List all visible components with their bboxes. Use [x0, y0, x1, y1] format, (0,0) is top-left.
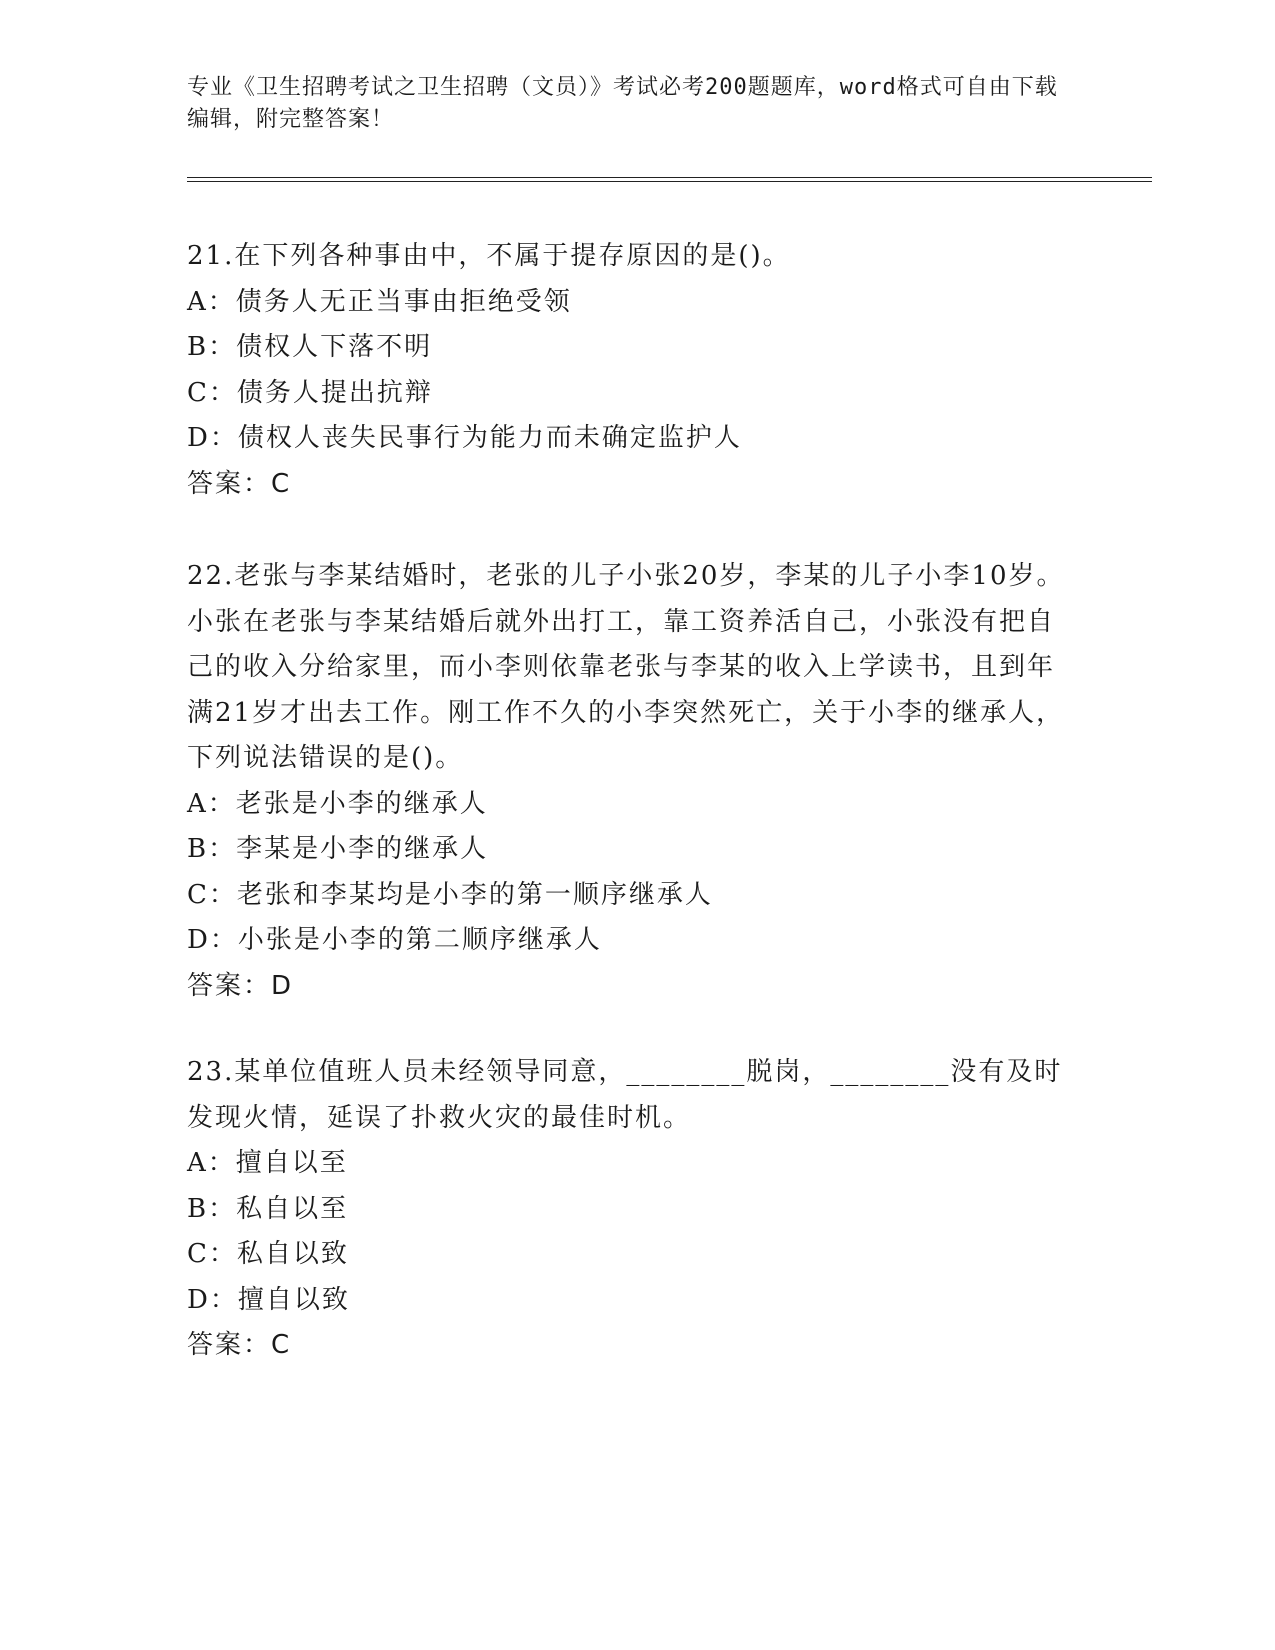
header-divider — [187, 177, 1152, 182]
option-c: C：私自以致 — [187, 1239, 349, 1269]
option-c: C：债务人提出抗辩 — [187, 377, 433, 408]
document-header: 专业《卫生招聘考试之卫生招聘（文员）》考试必考200题题库，word格式可自由下载编辑，附完整答案！ — [187, 75, 1058, 132]
question-stem: 22.老张与李某结婚时，老张的儿子小张20岁，李某的儿子小李10岁。小张在老张与李某结婚后就外出打工，靠工资养活自己，小张没有把自己的收入分给家里，而小李则依靠老张与李某的收入上学读书，且到年满21岁才出去工作。刚工作不久的小李突然死亡，关于小李的继承人，下列说法错误的是()。 — [187, 561, 1065, 773]
question-block — [187, 1050, 1067, 1369]
option-b: B：私自以至 — [187, 1193, 349, 1224]
answer-line: 答案：C — [187, 1330, 292, 1360]
answer-line: 答案：C — [187, 468, 292, 499]
option-b: B：李某是小李的继承人 — [187, 834, 489, 864]
question-stem: 23.某单位值班人员未经领导同意，________脱岗，________没有及时发现火情，延误了扑救火灾的最佳时机。 — [187, 1057, 1063, 1133]
question-block — [187, 234, 1067, 507]
question-block — [187, 554, 1067, 1009]
option-a: A：债务人无正当事由拒绝受领 — [187, 286, 572, 317]
option-d: D：小张是小李的第二顺序继承人 — [187, 925, 602, 955]
answer-line: 答案：D — [187, 970, 294, 1001]
option-a: A：擅自以至 — [187, 1148, 348, 1178]
option-d: D：擅自以致 — [187, 1284, 350, 1315]
option-a: A：老张是小李的继承人 — [187, 788, 488, 819]
question-stem: 21.在下列各种事由中，不属于提存原因的是()。 — [187, 241, 791, 271]
option-d: D：债权人丧失民事行为能力而未确定监护人 — [187, 423, 742, 453]
option-b: B：债权人下落不明 — [187, 332, 433, 362]
option-c: C：老张和李某均是小李的第一顺序继承人 — [187, 879, 713, 910]
